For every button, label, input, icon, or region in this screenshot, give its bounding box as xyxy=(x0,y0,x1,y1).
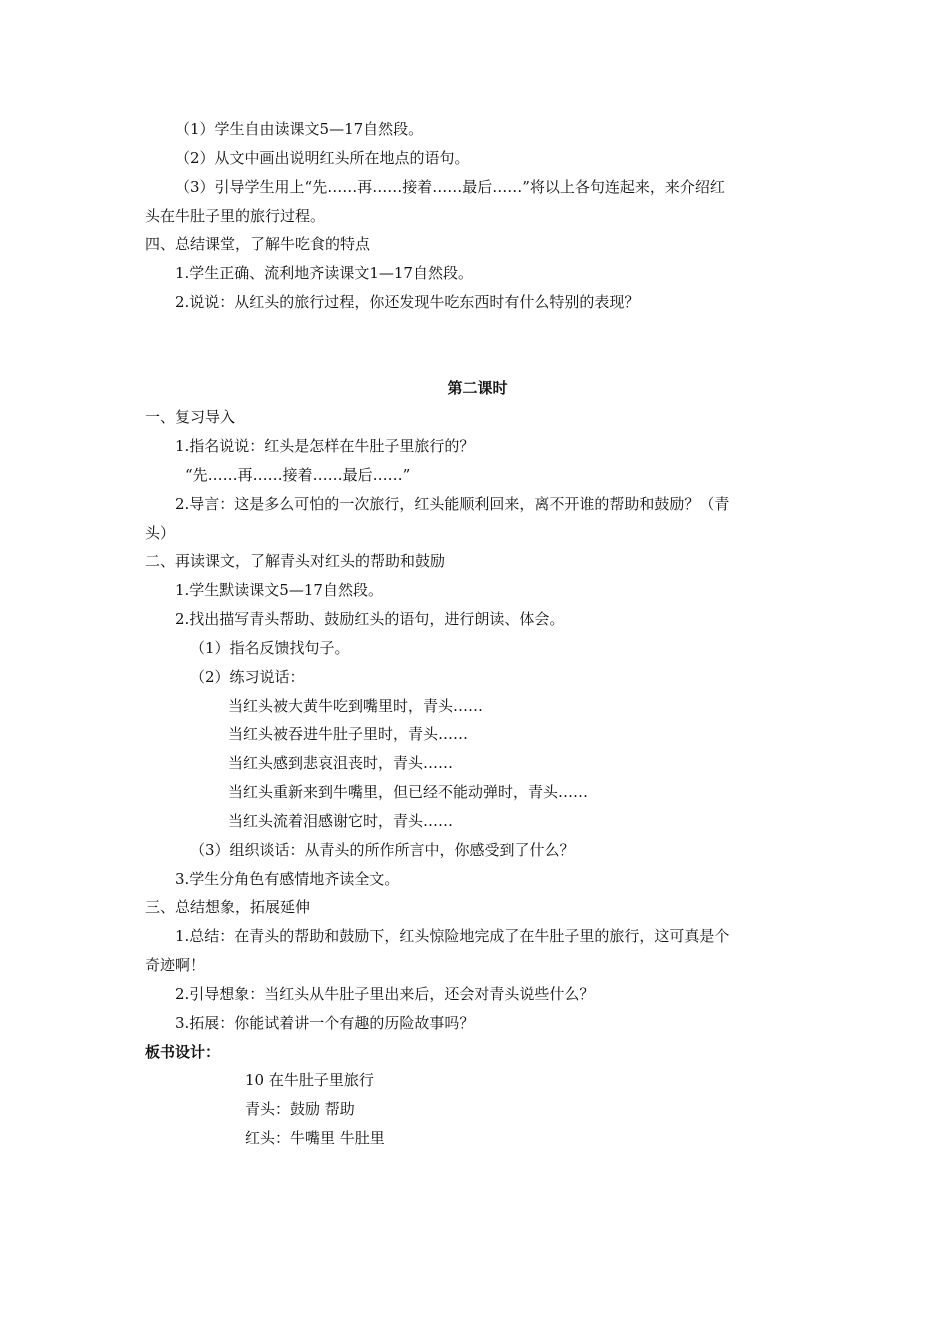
part3-item-summary-continued: 奇迹啊！ xyxy=(145,956,206,974)
board-title: 10 在牛肚子里旅行 xyxy=(245,1071,374,1089)
part1-item-retell: 1.指名说说：红头是怎样在牛肚子里旅行的？ xyxy=(175,437,475,455)
part3-item-extension: 3.拓展：你能试着讲一个有趣的历险故事吗？ xyxy=(175,1014,475,1032)
part2-item-role-reading: 3.学生分角色有感情地齐读全文。 xyxy=(175,870,400,888)
part1-item-introduction-continued: 头） xyxy=(145,524,176,542)
part2-subitem-feedback: （1）指名反馈找句子。 xyxy=(190,639,350,657)
part2-heading: 二、再读课文，了解青头对红头的帮助和鼓励 xyxy=(145,552,446,570)
board-line-hongtou: 红头：牛嘴里 牛肚里 xyxy=(245,1129,385,1147)
section-heading-summary: 四、总结课堂，了解牛吃食的特点 xyxy=(145,235,371,253)
lesson-two-title: 第二课时 xyxy=(447,379,508,397)
part1-heading: 一、复习导入 xyxy=(145,408,236,426)
summary-point-discussion: 2.说说：从红头的旅行过程，你还发现牛吃东西时有什么特别的表现？ xyxy=(175,293,640,311)
part2-item-silent-reading: 1.学生默读课文5—17自然段。 xyxy=(175,581,383,599)
part2-subitem-discussion: （3）组织谈话：从青头的所作所言中，你感受到了什么？ xyxy=(190,841,575,859)
part1-item-introduction: 2.导言：这是多么可怕的一次旅行，红头能顺利回来，离不开谁的帮助和鼓励？（青 xyxy=(175,495,730,513)
practice-sentence: 当红头感到悲哀沮丧时，青头…… xyxy=(228,754,454,772)
practice-sentence: 当红头被大黄牛吃到嘴里时，青头…… xyxy=(228,697,484,715)
part3-item-summary: 1.总结：在青头的帮助和鼓励下，红头惊险地完成了在牛肚子里的旅行，这可真是个 xyxy=(175,927,730,945)
part2-subitem-practice: （2）练习说话： xyxy=(190,668,305,686)
board-line-qingtou: 青头：鼓励 帮助 xyxy=(245,1100,355,1118)
practice-sentence: 当红头流着泪感谢它时，青头…… xyxy=(228,812,454,830)
part1-sequence-quote: “先……再……接着……最后……” xyxy=(185,466,411,484)
part2-item-find-sentences: 2.找出描写青头帮助、鼓励红头的语句，进行朗读、体会。 xyxy=(175,610,565,628)
part3-heading: 三、总结想象，拓展延伸 xyxy=(145,898,311,916)
step-connect-sentences: （3）引导学生用上“先……再……接着……最后……”将以上各句连起来，来介绍红 xyxy=(175,178,725,196)
board-design-heading: 板书设计： xyxy=(145,1043,221,1061)
step-connect-sentences-continued: 头在牛肚子里的旅行过程。 xyxy=(145,207,326,225)
step-read-paragraphs: （1）学生自由读课文5—17自然段。 xyxy=(175,120,424,138)
step-mark-location-sentences: （2）从文中画出说明红头所在地点的语句。 xyxy=(175,149,470,167)
practice-sentence: 当红头被吞进牛肚子里时，青头…… xyxy=(228,725,469,743)
part3-item-imagination: 2.引导想象：当红头从牛肚子里出来后，还会对青头说些什么？ xyxy=(175,985,595,1003)
summary-point-read-aloud: 1.学生正确、流利地齐读课文1—17自然段。 xyxy=(175,264,473,282)
practice-sentence: 当红头重新来到牛嘴里，但已经不能动弹时，青头…… xyxy=(228,783,589,801)
